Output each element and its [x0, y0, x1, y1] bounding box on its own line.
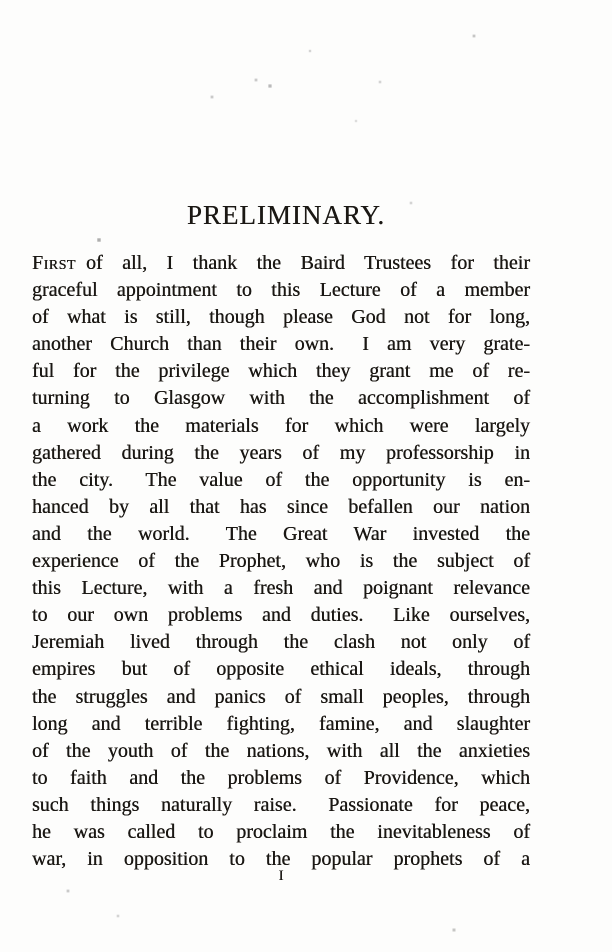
body-line: to faith and the problems of Providence, which — [32, 766, 530, 789]
body-line-first — [32, 250, 530, 277]
body-line: turning to Glasgow with the accomplishment of — [32, 387, 530, 410]
body-line: empires but of opposite ethical ideals, through — [32, 658, 530, 681]
body-text — [32, 250, 530, 873]
body-line: another Church than their own. I am very grate- — [32, 333, 530, 356]
body-line: he was called to proclaim the inevitableness of — [32, 820, 530, 843]
body-line: of what is still, though please God not for long, — [32, 306, 530, 329]
body-line: war, in opposition to the popular prophets of a — [32, 848, 530, 871]
body-lines — [32, 277, 530, 873]
body-line: ful for the privilege which they grant me of re- — [32, 360, 530, 383]
body-line: this Lecture, with a fresh and poignant relevance — [32, 577, 530, 600]
page-title: PRELIMINARY. — [186, 200, 386, 230]
body-line: to our own problems and duties. Like ourselves, — [32, 604, 530, 627]
body-line: the struggles and panics of small peoples, through — [32, 685, 530, 708]
body-line: a work the materials for which were largely — [32, 414, 530, 437]
body-line: hanced by all that has since befallen our nation — [32, 495, 530, 518]
body-line: such things naturally raise. Passionate for peace, — [32, 793, 530, 816]
body-line: experience of the Prophet, who is the subject of — [32, 550, 530, 573]
body-line: long and terrible fighting, famine, and slaughter — [32, 712, 530, 735]
lead-word: First — [32, 252, 76, 274]
body-line: and the world. The Great War invested the — [32, 522, 530, 545]
body-line: the city. The value of the opportunity is en- — [32, 468, 530, 491]
body-line: of the youth of the nations, with all the anxieties — [32, 739, 530, 762]
body-line: graceful appointment to this Lecture of a member — [32, 279, 530, 302]
first-line-rest: of all, I thank the Baird Trustees for their — [85, 252, 530, 274]
scan-speckles — [0, 0, 2, 2]
body-line: Jeremiah lived through the clash not only of — [32, 631, 530, 654]
page-number: I — [278, 868, 284, 884]
body-line: gathered during the years of my professorship in — [32, 441, 530, 464]
